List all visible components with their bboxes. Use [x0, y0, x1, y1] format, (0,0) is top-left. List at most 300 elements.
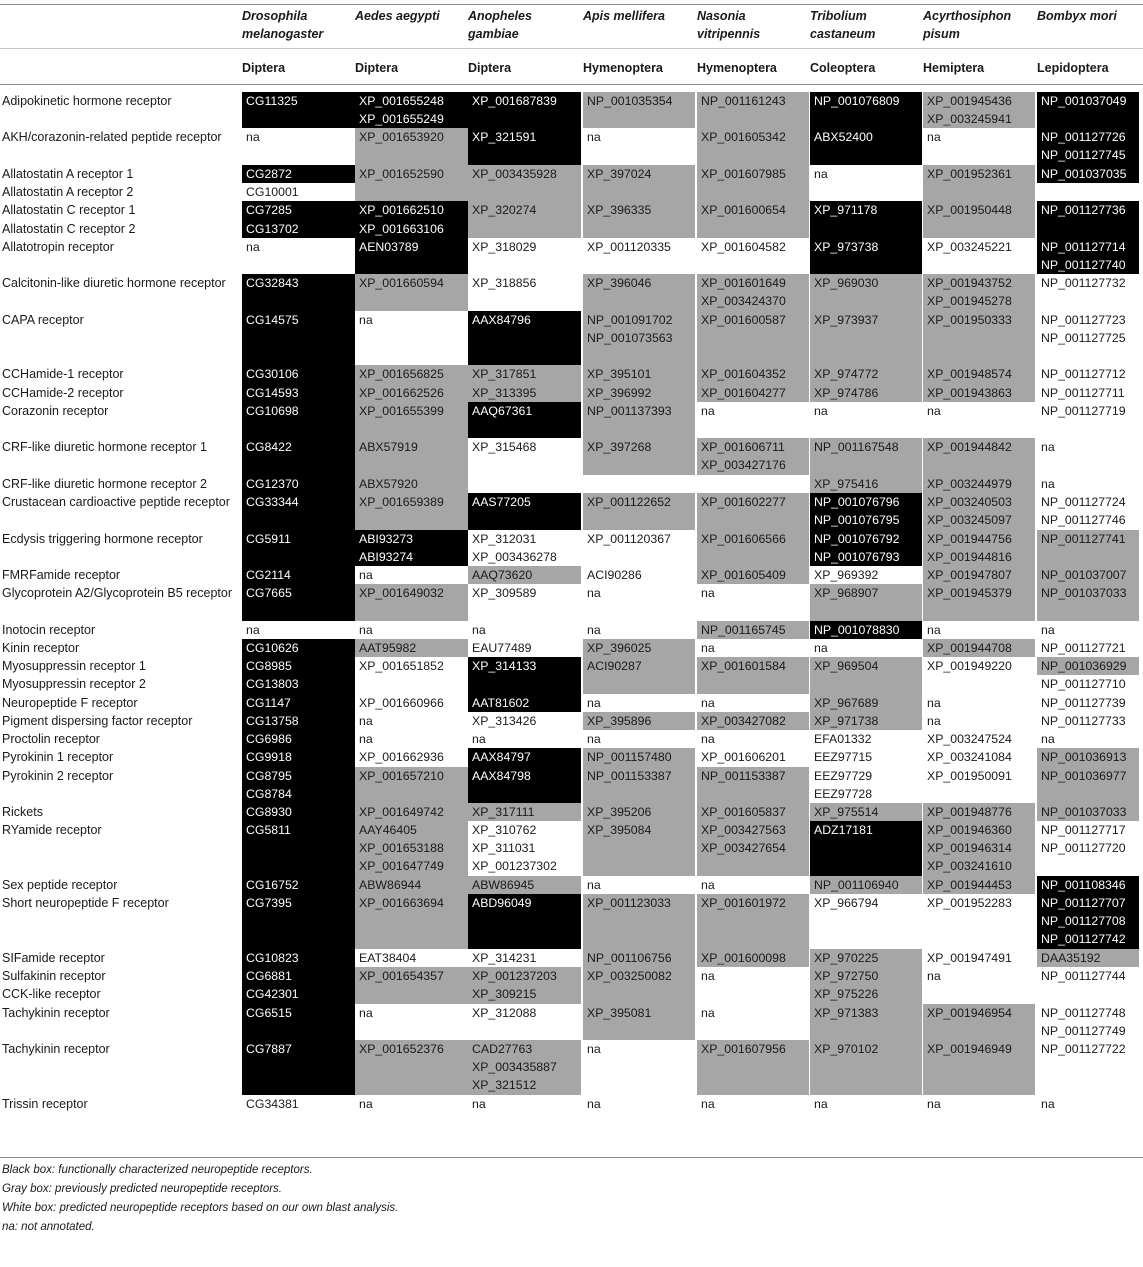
- accession-cell: [468, 967, 581, 985]
- accession-id: XP_001652590: [359, 167, 444, 181]
- accession-id: na: [587, 878, 601, 892]
- accession-cell: [923, 566, 1035, 584]
- accession-cell: [355, 748, 468, 767]
- accession-cell: [923, 201, 1035, 220]
- accession-id: AAS77205: [472, 495, 531, 509]
- accession-id: XP_003244979: [927, 477, 1012, 491]
- accession-cell: [810, 365, 922, 384]
- accession-cell: [697, 748, 809, 767]
- accession-id: XP_310762: [472, 823, 537, 837]
- accession-id: XP_001651852: [359, 659, 444, 673]
- accession-cell: [697, 530, 809, 566]
- accession-cell: [355, 438, 468, 475]
- accession-id: XP_001663694: [359, 896, 444, 910]
- accession-cell: [810, 1095, 922, 1113]
- accession-id: NP_001137393: [587, 404, 672, 418]
- accession-cell: [583, 1040, 695, 1095]
- row-label: FMRFamide receptor: [2, 568, 121, 582]
- accession-cell: [1037, 274, 1139, 311]
- accession-cell: [1037, 201, 1139, 220]
- accession-cell: [242, 1095, 355, 1113]
- accession-id: EEZ97729: [814, 769, 873, 783]
- accession-id: CG42301: [246, 987, 299, 1001]
- accession-cell: [923, 894, 1035, 949]
- accession-id: AAX84797: [472, 750, 531, 764]
- accession-id: ABD96049: [472, 896, 532, 910]
- accession-id: na: [587, 130, 601, 144]
- accession-cell: [355, 128, 468, 165]
- accession-cell: [1037, 730, 1139, 748]
- accession-cell: [697, 639, 809, 657]
- accession-id: na: [359, 313, 373, 327]
- accession-id: NP_001091702: [587, 313, 673, 327]
- accession-cell: [810, 566, 922, 584]
- accession-cell: [355, 1040, 468, 1095]
- accession-id: CG1147: [246, 696, 291, 710]
- accession-cell: [355, 657, 468, 675]
- accession-cell: [923, 1004, 1035, 1040]
- accession-id: XP_001604582: [701, 240, 786, 254]
- accession-id: XP_396992: [587, 386, 652, 400]
- accession-id: na: [927, 714, 941, 728]
- accession-id: XP_001606711: [701, 440, 785, 454]
- accession-id: XP_001600098: [701, 951, 786, 965]
- accession-id: CG16752: [246, 878, 299, 892]
- accession-cell: [242, 1040, 355, 1095]
- accession-id: NP_001161243: [701, 94, 786, 108]
- row-label: Kinin receptor: [2, 641, 80, 655]
- order-header: Hemiptera: [923, 61, 985, 75]
- accession-cell: [1037, 675, 1139, 694]
- accession-cell: [1037, 621, 1139, 639]
- accession-cell: [810, 402, 922, 438]
- accession-cell: [242, 566, 355, 584]
- accession-cell: [583, 694, 695, 712]
- accession-id: XP_001944453: [927, 878, 1012, 892]
- accession-id: XP_003435887: [472, 1060, 557, 1074]
- accession-id: AAT81602: [472, 696, 530, 710]
- accession-cell: [810, 712, 922, 730]
- accession-id: CAD27763: [472, 1042, 533, 1056]
- accession-cell: [697, 876, 809, 894]
- accession-cell: [923, 949, 1035, 967]
- accession-id: CG2872: [246, 167, 292, 181]
- row-label: Pyrokinin 2 receptor: [2, 769, 114, 783]
- accession-cell: [810, 311, 922, 365]
- accession-cell: [1037, 183, 1139, 201]
- accession-id: na: [927, 404, 941, 418]
- accession-cell: [810, 238, 922, 274]
- accession-id: XP_001946360: [927, 823, 1012, 837]
- accession-cell: [1037, 475, 1139, 493]
- accession-cell: [923, 530, 1035, 566]
- accession-id: na: [587, 1042, 601, 1056]
- accession-cell: [583, 730, 695, 748]
- accession-cell: [697, 183, 809, 201]
- accession-id: NP_001078830: [814, 623, 900, 637]
- accession-id: XP_314231: [472, 951, 537, 965]
- accession-cell: [583, 165, 695, 183]
- accession-cell: [468, 384, 581, 402]
- accession-id: XP_974772: [814, 367, 879, 381]
- accession-cell: [468, 876, 581, 894]
- accession-cell: [1037, 128, 1139, 165]
- accession-cell: [1037, 165, 1139, 183]
- accession-cell: [923, 238, 1035, 274]
- species-header: Acyrthosiphon pisum: [923, 9, 1012, 41]
- accession-id: XP_321512: [472, 1078, 537, 1092]
- accession-id: na: [814, 404, 828, 418]
- accession-cell: [1037, 1095, 1139, 1113]
- accession-cell: [468, 712, 581, 730]
- accession-cell: [242, 694, 355, 712]
- accession-cell: [810, 748, 922, 767]
- accession-cell: [697, 92, 809, 128]
- accession-cell: [810, 876, 922, 894]
- accession-cell: [355, 365, 468, 384]
- accession-cell: [583, 767, 695, 803]
- accession-id: NP_001127710: [1041, 677, 1126, 691]
- accession-id: XP_001237302: [472, 859, 557, 873]
- accession-id: XP_969392: [814, 568, 879, 582]
- accession-cell: [355, 876, 468, 894]
- accession-cell: [468, 220, 581, 238]
- accession-id: AAT95982: [359, 641, 417, 655]
- accession-id: XP_001662510: [359, 203, 444, 217]
- accession-id: EEZ97728: [814, 787, 873, 801]
- accession-cell: [468, 803, 581, 821]
- accession-cell: [923, 621, 1035, 639]
- accession-cell: [355, 566, 468, 584]
- accession-id: NP_001127741: [1041, 532, 1126, 546]
- accession-id: XP_970225: [814, 951, 879, 965]
- accession-cell: [583, 238, 695, 274]
- accession-cell: [242, 967, 355, 985]
- accession-id: NP_001073563: [587, 331, 673, 345]
- accession-id: NP_001037033: [1041, 586, 1127, 600]
- accession-cell: [923, 1095, 1035, 1113]
- accession-cell: [923, 384, 1035, 402]
- accession-id: XP_001663106: [359, 222, 444, 236]
- accession-id: XP_003247524: [927, 732, 1012, 746]
- accession-cell: [923, 311, 1035, 365]
- accession-cell: [697, 949, 809, 967]
- accession-cell: [355, 621, 468, 639]
- accession-cell: [697, 985, 809, 1004]
- row-label: Sex peptide receptor: [2, 878, 118, 892]
- accession-cell: [468, 767, 581, 803]
- accession-id: XP_001946314: [927, 841, 1012, 855]
- accession-cell: [1037, 657, 1139, 675]
- accession-id: XP_003245221: [927, 240, 1012, 254]
- accession-id: XP_001945436: [927, 94, 1012, 108]
- accession-cell: [810, 438, 922, 475]
- accession-cell: [1037, 985, 1139, 1004]
- accession-cell: [242, 803, 355, 821]
- accession-id: NP_001127714: [1041, 240, 1126, 254]
- accession-cell: [242, 384, 355, 402]
- accession-cell: [697, 967, 809, 985]
- accession-id: NP_001127744: [1041, 969, 1126, 983]
- row-label: AKH/corazonin-related peptide receptor: [2, 130, 222, 144]
- accession-id: AEN03789: [359, 240, 419, 254]
- accession-cell: [355, 274, 468, 311]
- accession-id: CG13702: [246, 222, 299, 236]
- accession-id: XP_001605409: [701, 568, 786, 582]
- accession-id: XP_001946949: [927, 1042, 1012, 1056]
- accession-id: na: [814, 167, 828, 181]
- accession-cell: [355, 821, 468, 876]
- order-header: Hymenoptera: [583, 61, 663, 75]
- accession-id: CG11325: [246, 94, 298, 108]
- row-label: Crustacean cardioactive peptide receptor: [2, 495, 230, 509]
- accession-cell: [923, 475, 1035, 493]
- accession-id: na: [1041, 623, 1055, 637]
- accession-id: XP_001600654: [701, 203, 786, 217]
- accession-id: CG7285: [246, 203, 292, 217]
- accession-id: XP_003427654: [701, 841, 786, 855]
- accession-cell: [468, 985, 581, 1004]
- accession-cell: [697, 675, 809, 694]
- accession-id: XP_001657210: [359, 769, 444, 783]
- accession-cell: [242, 767, 355, 803]
- accession-id: NP_001127712: [1041, 367, 1126, 381]
- accession-cell: [810, 730, 922, 748]
- accession-id: NP_001037049: [1041, 94, 1127, 108]
- accession-cell: [242, 621, 355, 639]
- order-header: Hymenoptera: [697, 61, 777, 75]
- accession-id: XP_315468: [472, 440, 537, 454]
- accession-id: ABX52400: [814, 130, 873, 144]
- accession-id: CG32843: [246, 276, 299, 290]
- accession-cell: [242, 274, 355, 311]
- accession-id: na: [701, 969, 715, 983]
- accession-id: XP_001949220: [927, 659, 1012, 673]
- accession-id: XP_001122652: [587, 495, 671, 509]
- accession-id: XP_001123033: [587, 896, 671, 910]
- accession-cell: [468, 493, 581, 530]
- accession-id: na: [359, 1097, 373, 1111]
- accession-id: na: [701, 404, 715, 418]
- accession-id: XP_001662936: [359, 750, 444, 764]
- accession-id: na: [814, 1097, 828, 1111]
- accession-cell: [697, 384, 809, 402]
- accession-cell: [697, 584, 809, 621]
- footnote: na: not annotated.: [2, 1221, 95, 1233]
- accession-id: na: [587, 732, 601, 746]
- accession-cell: [1037, 530, 1139, 566]
- accession-cell: [583, 402, 695, 438]
- accession-cell: [810, 821, 922, 876]
- accession-cell: [1037, 220, 1139, 238]
- accession-cell: [810, 201, 922, 220]
- accession-id: CG14575: [246, 313, 299, 327]
- accession-id: ABW86944: [359, 878, 422, 892]
- accession-id: na: [246, 130, 260, 144]
- accession-id: NP_001127740: [1041, 258, 1126, 272]
- accession-cell: [355, 238, 468, 274]
- accession-cell: [242, 402, 355, 438]
- accession-cell: [242, 821, 355, 876]
- accession-cell: [810, 92, 922, 128]
- accession-cell: [583, 803, 695, 821]
- accession-cell: [583, 365, 695, 384]
- order-header: Coleoptera: [810, 61, 876, 75]
- accession-cell: [1037, 1004, 1139, 1040]
- accession-cell: [242, 128, 355, 165]
- accession-id: na: [472, 623, 486, 637]
- accession-id: XP_971178: [814, 203, 878, 217]
- row-label: Inotocin receptor: [2, 623, 96, 637]
- accession-cell: [1037, 584, 1139, 621]
- accession-cell: [468, 949, 581, 967]
- accession-cell: [810, 384, 922, 402]
- accession-cell: [697, 1040, 809, 1095]
- accession-id: XP_309215: [472, 987, 537, 1001]
- accession-id: XP_395101: [587, 367, 652, 381]
- accession-id: NP_001106940: [814, 878, 899, 892]
- accession-id: na: [359, 623, 373, 637]
- accession-cell: [810, 1040, 922, 1095]
- accession-id: XP_001652376: [359, 1042, 444, 1056]
- accession-cell: [355, 712, 468, 730]
- accession-id: NP_001127708: [1041, 914, 1126, 928]
- accession-id: XP_969504: [814, 659, 879, 673]
- accession-id: na: [472, 732, 486, 746]
- accession-id: NP_001127711: [1041, 386, 1125, 400]
- accession-id: ABI93273: [359, 532, 414, 546]
- accession-id: CG6881: [246, 969, 292, 983]
- footnote: White box: predicted neuropeptide receptors based on our own blast analysis.: [2, 1202, 399, 1214]
- accession-id: ABW86945: [472, 878, 535, 892]
- accession-id: XP_001950091: [927, 769, 1012, 783]
- accession-cell: [242, 238, 355, 274]
- accession-cell: [355, 165, 468, 183]
- accession-id: XP_001656825: [359, 367, 444, 381]
- accession-id: XP_966794: [814, 896, 879, 910]
- accession-cell: [242, 1004, 355, 1040]
- accession-id: XP_001605342: [701, 130, 786, 144]
- accession-id: CG9918: [246, 750, 292, 764]
- accession-id: XP_975416: [814, 477, 879, 491]
- accession-id: NP_001127742: [1041, 932, 1126, 946]
- accession-id: na: [701, 696, 715, 710]
- accession-cell: [242, 584, 355, 621]
- accession-id: XP_397024: [587, 167, 652, 181]
- accession-cell: [583, 1095, 695, 1113]
- accession-id: NP_001036913: [1041, 750, 1127, 764]
- accession-cell: [583, 274, 695, 311]
- accession-cell: [810, 183, 922, 201]
- accession-cell: [923, 128, 1035, 165]
- accession-cell: [1037, 949, 1139, 967]
- row-label: Allatotropin receptor: [2, 240, 114, 254]
- accession-id: XP_003240503: [927, 495, 1012, 509]
- accession-id: NP_001167548: [814, 440, 899, 454]
- accession-id: XP_001605837: [701, 805, 786, 819]
- accession-cell: [810, 220, 922, 238]
- accession-id: XP_003427563: [701, 823, 786, 837]
- accession-id: ABX57920: [359, 477, 418, 491]
- accession-cell: [242, 365, 355, 384]
- accession-id: XP_396025: [587, 641, 652, 655]
- accession-id: CG5911: [246, 532, 291, 546]
- accession-cell: [810, 621, 922, 639]
- accession-id: na: [701, 641, 715, 655]
- accession-cell: [468, 438, 581, 475]
- accession-id: XP_001947491: [927, 951, 1012, 965]
- accession-id: NP_001076796: [814, 495, 900, 509]
- accession-id: XP_001944708: [927, 641, 1012, 655]
- accession-cell: [468, 365, 581, 384]
- accession-cell: [468, 165, 581, 183]
- row-label: Myosuppressin receptor 1: [2, 659, 146, 673]
- row-label: SIFamide receptor: [2, 951, 105, 965]
- accession-cell: [355, 767, 468, 803]
- accession-cell: [697, 475, 809, 493]
- accession-cell: [583, 201, 695, 220]
- accession-cell: [923, 675, 1035, 694]
- row-label: Allatostatin A receptor 1: [2, 167, 134, 181]
- accession-cell: [697, 767, 809, 803]
- row-label: RYamide receptor: [2, 823, 102, 837]
- accession-cell: [1037, 365, 1139, 384]
- accession-id: XP_001947807: [927, 568, 1012, 582]
- accession-cell: [1037, 876, 1139, 894]
- accession-cell: [242, 92, 355, 128]
- accession-cell: [923, 821, 1035, 876]
- accession-id: na: [814, 641, 828, 655]
- accession-id: AAX84796: [472, 313, 531, 327]
- accession-cell: [242, 657, 355, 675]
- accession-cell: [923, 730, 1035, 748]
- accession-id: NP_001076792: [814, 532, 900, 546]
- accession-cell: [697, 621, 809, 639]
- accession-id: XP_001660966: [359, 696, 444, 710]
- accession-id: XP_975226: [814, 987, 879, 1001]
- accession-id: na: [587, 696, 601, 710]
- accession-id: NP_001127723: [1041, 313, 1126, 327]
- accession-id: NP_001153387: [701, 769, 786, 783]
- accession-id: NP_001127721: [1041, 641, 1126, 655]
- accession-cell: [923, 803, 1035, 821]
- accession-id: XP_967689: [814, 696, 879, 710]
- accession-id: XP_001655248: [359, 94, 444, 108]
- accession-cell: [810, 1004, 922, 1040]
- accession-cell: [242, 475, 355, 493]
- accession-id: na: [246, 623, 260, 637]
- row-label: Rickets: [2, 805, 43, 819]
- accession-id: XP_003245097: [927, 513, 1012, 527]
- accession-cell: [355, 967, 468, 985]
- accession-cell: [923, 694, 1035, 712]
- accession-id: XP_001946954: [927, 1006, 1012, 1020]
- accession-cell: [242, 949, 355, 967]
- accession-id: XP_001944816: [927, 550, 1012, 564]
- accession-id: NP_001037033: [1041, 805, 1127, 819]
- accession-id: EFA01332: [814, 732, 872, 746]
- accession-cell: [810, 165, 922, 183]
- accession-id: NP_001127724: [1041, 495, 1126, 509]
- accession-id: CG13758: [246, 714, 299, 728]
- accession-cell: [1037, 712, 1139, 730]
- accession-cell: [810, 985, 922, 1004]
- accession-id: XP_314133: [472, 659, 537, 673]
- footnote: Gray box: previously predicted neuropeptide receptors.: [2, 1183, 282, 1195]
- accession-cell: [923, 402, 1035, 438]
- order-header: Lepidoptera: [1037, 61, 1109, 75]
- accession-cell: [697, 238, 809, 274]
